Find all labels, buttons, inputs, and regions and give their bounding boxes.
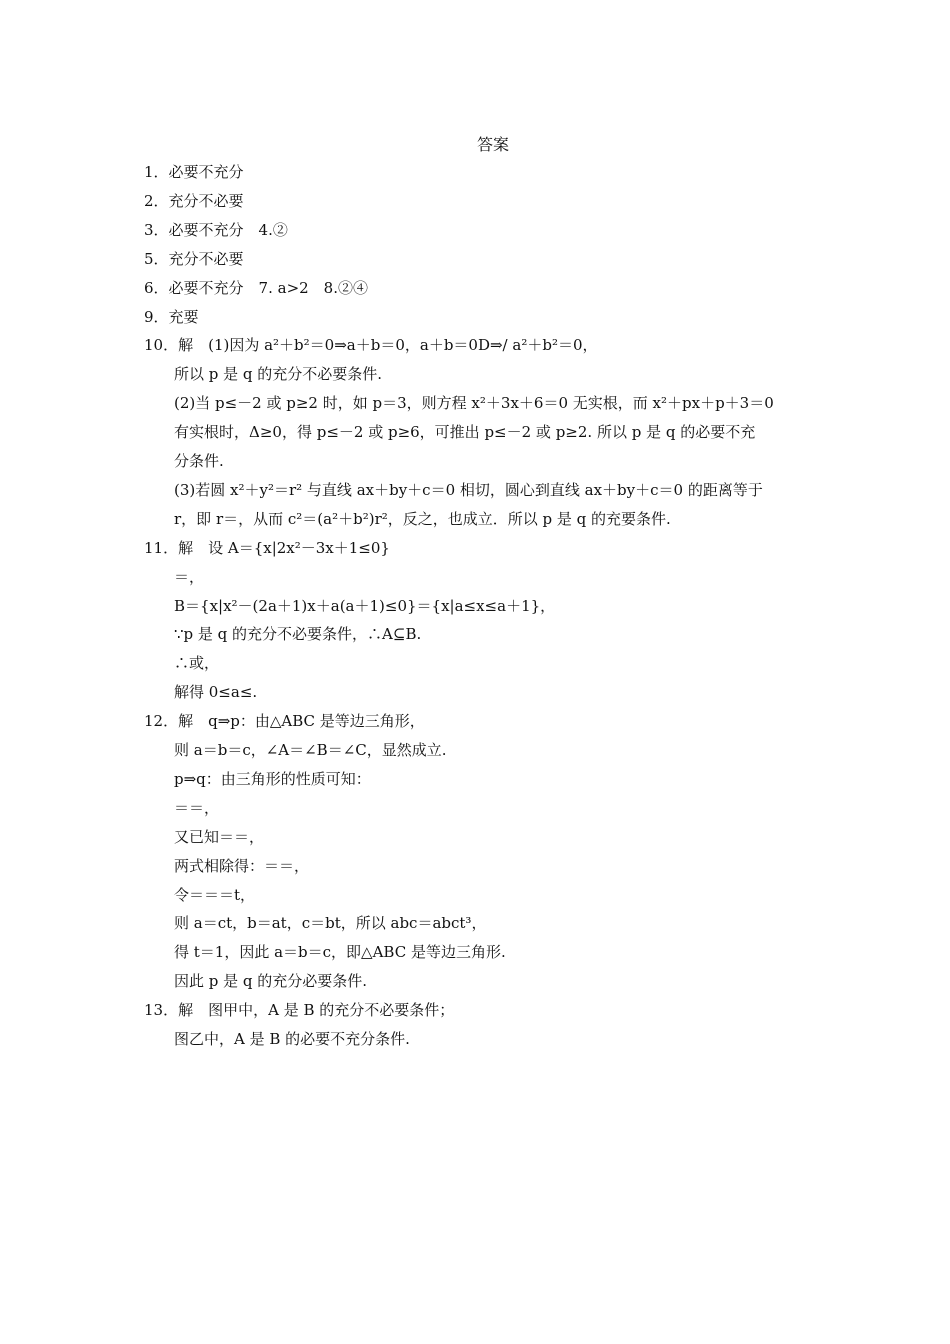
answer-line: 解得 0≤a≤.	[174, 683, 258, 701]
answer-line: 13．解 图甲中，A 是 B 的充分不必要条件；	[144, 1001, 455, 1019]
answer-line: ＝，	[174, 568, 205, 586]
answer-line: ∵p 是 q 的充分不必要条件，∴A⊆B.	[174, 625, 422, 643]
answer-line: 分条件.	[174, 452, 224, 470]
answer-line: p⇒q：由三角形的性质可知：	[174, 770, 371, 788]
answer-line: 则 a＝ct，b＝at，c＝bt，所以 abc＝abct³，	[174, 914, 487, 932]
answer-line: 所以 p 是 q 的充分不必要条件.	[174, 365, 383, 383]
answer-line: 两式相除得：＝＝，	[174, 857, 310, 875]
answer-line: (3)若圆 x²＋y²＝r² 与直线 ax＋by＋c＝0 相切，圆心到直线 ax＋by＋c＝0 的距离等于	[174, 481, 763, 499]
answer-line: 5．充分不必要	[144, 250, 244, 268]
answer-line: 则 a＝b＝c，∠A＝∠B＝∠C，显然成立.	[174, 741, 447, 759]
answer-line: 因此 p 是 q 的充分必要条件.	[174, 972, 368, 990]
answer-line: 11．解 设 A＝{x|2x²－3x＋1≤0}	[144, 539, 390, 557]
answer-line: 得 t＝1，因此 a＝b＝c，即△ABC 是等边三角形.	[174, 943, 506, 961]
answer-line: r，即 r＝，从而 c²＝(a²＋b²)r²，反之，也成立．所以 p 是 q 的充要条件.	[174, 510, 671, 528]
page-title: 答案	[476, 135, 509, 154]
answer-line: 12．解 q⇒p：由△ABC 是等边三角形，	[144, 712, 425, 730]
answer-line: B＝{x|x²－(2a＋1)x＋a(a＋1)≤0}＝{x|a≤x≤a＋1}，	[174, 597, 556, 615]
answer-line: 2．充分不必要	[144, 192, 244, 210]
answer-line: 6．必要不充分 7. a>2 8.②④	[144, 279, 368, 297]
answer-line: 有实根时，Δ≥0，得 p≤－2 或 p≥6，可推出 p≤－2 或 p≥2. 所以 p 是 q 的必要不充	[174, 423, 756, 441]
answer-line: ＝＝，	[174, 799, 220, 817]
answer-line: 图乙中，A 是 B 的必要不充分条件.	[174, 1030, 410, 1048]
answer-line: 1．必要不充分	[144, 163, 244, 181]
answer-line: 10．解 (1)因为 a²＋b²＝0⇒a＋b＝0，a＋b＝0D⇒/ a²＋b²＝0，	[144, 336, 598, 354]
answer-line: 又已知＝＝，	[174, 828, 265, 846]
answer-line: 令＝＝＝t，	[174, 886, 256, 904]
answer-line: ∴或，	[174, 654, 220, 672]
answer-line: 9．充要	[144, 308, 199, 326]
answer-line: (2)当 p≤－2 或 p≥2 时，如 p＝3，则方程 x²＋3x＋6＝0 无实根，而 x²＋px＋p＋3＝0	[174, 394, 774, 412]
answer-line: 3．必要不充分 4.②	[144, 221, 288, 239]
